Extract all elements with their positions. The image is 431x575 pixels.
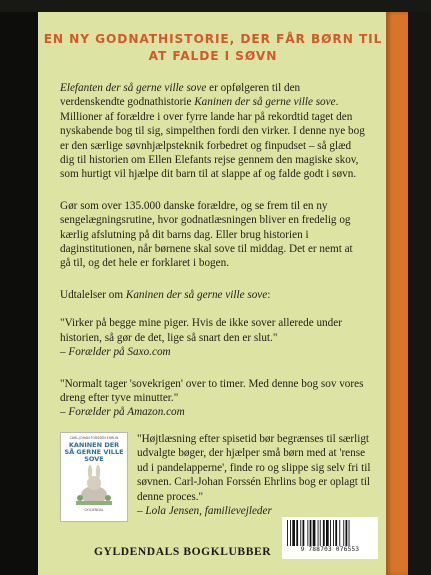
testimonial-3	[137, 432, 377, 518]
thumbnail-author: CARL-JOHAN FORSSÉN EHRLIN	[69, 436, 119, 440]
background-edge	[408, 12, 431, 575]
barcode-bars	[286, 520, 374, 546]
testimonial-3-source: – Lola Jensen, familievejleder	[137, 505, 272, 518]
barcode-bar	[335, 520, 337, 546]
barcode-bar	[287, 520, 288, 546]
barcode-bar	[323, 520, 325, 546]
intro-paragraph	[60, 81, 366, 182]
book-title-rabbit: Kaninen der så gerne ville sove	[194, 96, 336, 109]
barcode-bar	[339, 520, 340, 546]
thumbnail-title: KANINEN DER SÅ GERNE VILLE SOVE	[64, 441, 124, 463]
barcode-bar	[313, 520, 316, 546]
rabbit-illustration-icon	[74, 465, 114, 507]
testimonial-2-source: – Forælder på Amazon.com	[60, 406, 185, 419]
testimonial-2	[60, 377, 366, 420]
barcode-bar	[290, 520, 291, 546]
barcode-bar	[333, 520, 334, 546]
testimonial-1	[60, 316, 366, 359]
barcode-bar	[310, 520, 312, 546]
book-spine	[386, 12, 408, 575]
headline-line-1: EN NY GODNATHISTORIE, DER FÅR BØRN TIL	[43, 32, 383, 46]
barcode-bar	[300, 520, 301, 546]
background-top-edge	[0, 0, 431, 12]
testimonials-label-prefix: Udtalelser om	[60, 288, 126, 301]
intro-text-2: . Millioner af forældre i over fyrre lande har på rekordtid taget den nyskabende bog til sig, simpelthen fordi den virker. I denne nye bog er den særlige søvnhjælpsteknik forbedret og finpudset – så glæd dig til historien om Ellen Elefants rejse gennem den magiske skov, som hurtigt vil hjælpe dit barn til at slappe af og falde godt i søvn.	[60, 96, 365, 181]
testimonial-3-text: "Højtlæsning efter spisetid bør begrænses til særligt udvalgte bøger, der hjælper små børn med at 'rense ud i pandelapperne', finde ro og slippe sig selv fri til søvnen. Carl-Johan Forssén Ehrlins bog er oplagt til denne proces."	[137, 433, 371, 503]
barcode-bar	[318, 520, 319, 546]
testimonial-1-source: – Forælder på Saxo.com	[60, 346, 171, 359]
testimonials-label	[60, 288, 366, 302]
barcode-number: 9 788703 076553	[300, 546, 360, 553]
barcode-bar	[320, 520, 321, 546]
barcode-bar	[346, 520, 348, 546]
barcode-bar	[326, 520, 329, 546]
barcode-bar	[349, 520, 350, 546]
thumbnail-publisher: GYLDENDAL	[84, 508, 104, 512]
barcode-bar	[296, 520, 298, 546]
barcode-bar	[330, 520, 331, 546]
publisher-name: GYLDENDALS BOGKLUBBER	[94, 546, 272, 558]
testimonial-1-text: "Virker på begge mine piger. Hvis de ikke sover allerede under historien, så gør de det, lige så snart den er slut."	[60, 317, 342, 344]
testimonials-label-suffix: :	[267, 288, 271, 301]
barcode-bar	[303, 520, 305, 546]
cover-headline	[38, 31, 388, 65]
intro-text-1: er opfølgeren til den verdenskendte godnathistorie	[60, 82, 301, 109]
blurb-body	[60, 81, 366, 437]
sales-paragraph: Gør som over 135.000 danske forældre, og se frem til en ny sengelægningsrutine, hvor godnatlæsningen bliver en fredelig og kærlig afslutning på dit barns dag. Eller brug historien i daginstitutionen, når børnene skal sove til middag. Det er nemt at gå til, og det hele er forklaret i bogen.	[60, 199, 353, 270]
testimonial-2-text: "Normalt tager 'sovekrigen' over to timer. Med denne bog sov vores dreng efter tyve minutter."	[60, 377, 364, 404]
headline-line-2: AT FALDE I SØVN	[148, 49, 278, 63]
book-title-elephant: Elefanten der så gerne ville sove	[60, 82, 207, 94]
barcode-bar	[307, 520, 308, 546]
barcode-bar	[343, 520, 344, 546]
rabbit-book-thumbnail	[60, 432, 128, 522]
testimonials-label-title: Kaninen der så gerne ville sove	[125, 288, 268, 301]
isbn-barcode	[282, 517, 378, 559]
barcode-bar	[292, 520, 295, 546]
